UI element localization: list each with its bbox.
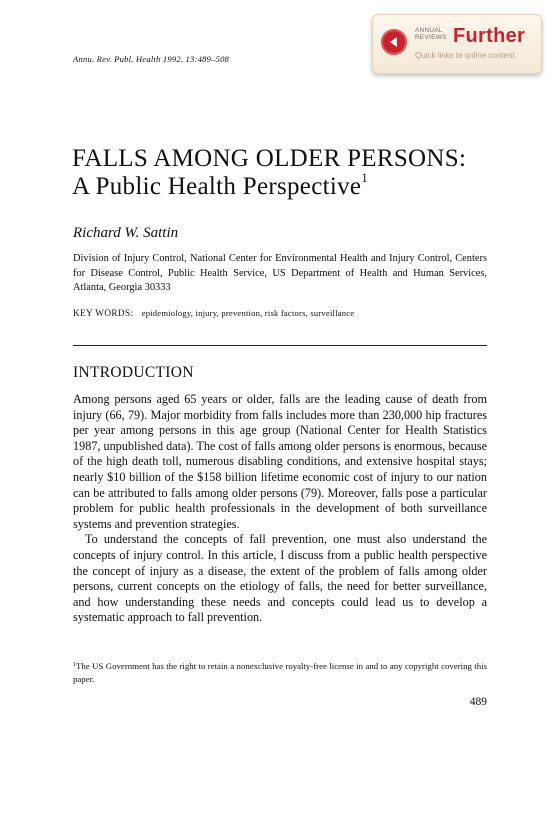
- section-divider: [73, 345, 487, 346]
- footnote: [73, 660, 487, 686]
- body-text: [73, 392, 487, 626]
- further-word: Further: [453, 25, 526, 47]
- annual-reviews-line2: REVIEWS: [415, 34, 447, 42]
- play-icon[interactable]: [381, 29, 407, 55]
- page-number: 489: [469, 696, 487, 708]
- footnote-text: The US Government has the right to retain a nonexclusive royalty-free license in and to any copyright covering this paper.: [73, 661, 487, 684]
- journal-citation: Annu. Rev. Publ. Health 1992. 13:489–508: [73, 54, 230, 64]
- body-paragraph-2: To understand the concepts of fall prevention, one must also understand the concepts of injury control. In this article, I discuss from a public health perspective the concept of injury as a disease, the extent of the problem of falls among older persons, current concepts on the etiology of falls, the need for better surveillance, and how understanding these needs and concepts could lead us to develop a systematic approach to fall prevention.: [73, 532, 487, 625]
- keywords-label: KEY WORDS:: [73, 308, 134, 318]
- title-footnote-mark[interactable]: 1: [361, 170, 369, 185]
- body-paragraph-1: Among persons aged 65 years or older, falls are the leading cause of death from injury (66, 79). Major morbidity from falls includes more than 230,000 hip fractures per year among persons in this age group (National Center for Health Statistics 1987, unpublished data). The cost of falls among older persons is enormous, because of the high death toll, numerous disabling conditions, and extensive hospital stays; nearly $10 billion of the $158 billion lifetime economic cost of injury to our nation can be attributed to falls among older persons (79). Moreover, falls pose a particular problem for public health professionals in the development of both surveillance systems and prevention strategies.: [73, 392, 487, 531]
- section-heading: INTRODUCTION: [73, 364, 194, 381]
- title-line-2: A Public Health Perspective: [72, 173, 362, 200]
- further-subtext: Quick links to online content: [415, 51, 515, 60]
- keywords: [73, 308, 354, 318]
- play-triangle-icon: [387, 35, 401, 49]
- annual-reviews-logo: [415, 27, 447, 41]
- footnote-mark: 1: [73, 662, 76, 668]
- further-badge[interactable]: [372, 14, 542, 74]
- article-title: [72, 145, 466, 201]
- keywords-list: epidemiology, injury, prevention, risk factors, surveillance: [141, 308, 355, 318]
- author-affiliation: Division of Injury Control, National Center for Environmental Health and Injury Control, Centers for Disease Control, Public Health Service, US Department of Health and Human Services, Atlanta, Georgia 30333: [73, 253, 487, 294]
- author-name: Richard W. Sattin: [73, 225, 179, 241]
- title-line-1: FALLS AMONG OLDER PERSONS:: [72, 145, 467, 172]
- annual-reviews-line1: ANNUAL: [415, 27, 443, 34]
